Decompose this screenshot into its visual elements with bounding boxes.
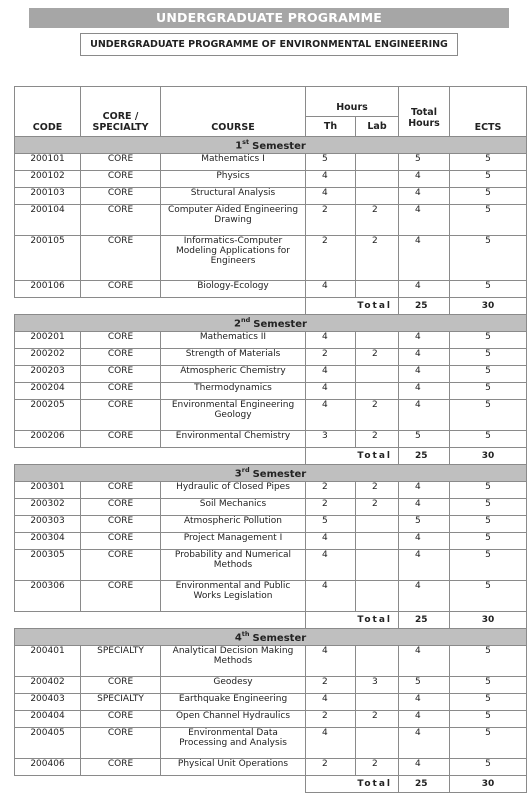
semester-label: Semester [252, 140, 306, 152]
header-hours: Hours [306, 87, 399, 117]
course-code: 200405 [15, 728, 81, 759]
course-name: Soil Mechanics [161, 499, 306, 516]
course-row [15, 431, 527, 448]
course-code: 200406 [15, 759, 81, 776]
header-course: COURSE [161, 87, 306, 137]
course-total-hours: 4 [399, 400, 450, 431]
course-ects: 5 [450, 431, 527, 448]
course-theory-hours: 5 [306, 516, 356, 533]
course-lab-hours [356, 550, 399, 581]
course-type: CORE [81, 728, 161, 759]
semester-ordinal: rd [241, 466, 250, 475]
course-row [15, 581, 527, 612]
course-type: CORE [81, 171, 161, 188]
semester-total-label: Total [306, 612, 399, 629]
course-row [15, 366, 527, 383]
header-th: Th [306, 117, 356, 137]
semester-header [15, 629, 527, 646]
course-type: CORE [81, 236, 161, 281]
course-theory-hours: 4 [306, 728, 356, 759]
course-row [15, 205, 527, 236]
course-lab-hours: 2 [356, 400, 399, 431]
course-lab-hours [356, 383, 399, 400]
course-lab-hours [356, 646, 399, 677]
course-ects: 5 [450, 400, 527, 431]
header-code: CODE [15, 87, 81, 137]
course-name: Computer Aided Engineering Drawing [161, 205, 306, 236]
course-total-hours: 4 [399, 205, 450, 236]
semester-number: 4 [234, 632, 242, 644]
course-name: Atmospheric Pollution [161, 516, 306, 533]
course-theory-hours: 2 [306, 482, 356, 499]
course-code: 200104 [15, 205, 81, 236]
course-theory-hours: 4 [306, 550, 356, 581]
semester-number: 2 [234, 318, 242, 330]
course-name: Physical Unit Operations [161, 759, 306, 776]
course-code: 200401 [15, 646, 81, 677]
semester-total-hours: 25 [399, 612, 450, 629]
course-name: Probability and Numerical Methods [161, 550, 306, 581]
course-code: 200303 [15, 516, 81, 533]
course-ects: 5 [450, 383, 527, 400]
course-total-hours: 4 [399, 533, 450, 550]
course-row [15, 400, 527, 431]
course-type: CORE [81, 711, 161, 728]
course-type: CORE [81, 677, 161, 694]
course-ects: 5 [450, 646, 527, 677]
course-type: CORE [81, 281, 161, 298]
course-name: Environmental Data Processing and Analysis [161, 728, 306, 759]
course-total-hours: 4 [399, 366, 450, 383]
course-code: 200302 [15, 499, 81, 516]
course-row [15, 646, 527, 677]
semester-number: 3 [234, 468, 242, 480]
course-lab-hours [356, 581, 399, 612]
course-type: CORE [81, 499, 161, 516]
course-name: Geodesy [161, 677, 306, 694]
course-theory-hours: 4 [306, 646, 356, 677]
semester-total-row [15, 298, 527, 315]
course-name: Thermodynamics [161, 383, 306, 400]
course-name: Environmental Engineering Geology [161, 400, 306, 431]
curriculum-table [14, 86, 527, 793]
course-lab-hours: 3 [356, 677, 399, 694]
course-code: 200404 [15, 711, 81, 728]
course-lab-hours [356, 332, 399, 349]
course-row [15, 759, 527, 776]
course-name: Mathematics I [161, 154, 306, 171]
header-lab: Lab [356, 117, 399, 137]
course-ects: 5 [450, 728, 527, 759]
course-type: CORE [81, 759, 161, 776]
course-row [15, 677, 527, 694]
total-row-spacer [15, 448, 306, 465]
course-lab-hours: 2 [356, 482, 399, 499]
course-row [15, 188, 527, 205]
course-theory-hours: 5 [306, 154, 356, 171]
course-lab-hours [356, 154, 399, 171]
course-ects: 5 [450, 188, 527, 205]
course-total-hours: 4 [399, 711, 450, 728]
course-lab-hours [356, 171, 399, 188]
course-total-hours: 4 [399, 581, 450, 612]
course-code: 200103 [15, 188, 81, 205]
course-row [15, 332, 527, 349]
course-theory-hours: 4 [306, 694, 356, 711]
course-code: 200206 [15, 431, 81, 448]
course-code: 200205 [15, 400, 81, 431]
course-ects: 5 [450, 711, 527, 728]
course-ects: 5 [450, 332, 527, 349]
semester-total-label: Total [306, 448, 399, 465]
course-code: 200305 [15, 550, 81, 581]
course-name: Informatics-Computer Modeling Applications for Engineers [161, 236, 306, 281]
semester-ordinal: th [241, 630, 250, 639]
course-lab-hours [356, 728, 399, 759]
course-theory-hours: 4 [306, 171, 356, 188]
semester-total-ects: 30 [450, 612, 527, 629]
course-code: 200105 [15, 236, 81, 281]
course-lab-hours: 2 [356, 236, 399, 281]
course-total-hours: 4 [399, 332, 450, 349]
header-core-line1: CORE / [102, 111, 139, 122]
course-ects: 5 [450, 482, 527, 499]
header-core-line2: SPECIALTY [92, 122, 149, 133]
semester-header [15, 137, 527, 154]
course-code: 200304 [15, 533, 81, 550]
course-lab-hours: 2 [356, 349, 399, 366]
course-total-hours: 4 [399, 188, 450, 205]
course-name: Project Management I [161, 533, 306, 550]
course-total-hours: 5 [399, 677, 450, 694]
semester-header-row [15, 465, 527, 482]
course-row [15, 550, 527, 581]
course-code: 200102 [15, 171, 81, 188]
course-name: Analytical Decision Making Methods [161, 646, 306, 677]
course-name: Strength of Materials [161, 349, 306, 366]
course-row [15, 516, 527, 533]
course-lab-hours [356, 694, 399, 711]
course-row [15, 711, 527, 728]
course-name: Atmospheric Chemistry [161, 366, 306, 383]
course-type: CORE [81, 349, 161, 366]
course-type: CORE [81, 533, 161, 550]
course-type: CORE [81, 383, 161, 400]
course-type: SPECIALTY [81, 694, 161, 711]
semester-total-row [15, 448, 527, 465]
course-row [15, 694, 527, 711]
course-code: 200402 [15, 677, 81, 694]
course-type: CORE [81, 581, 161, 612]
semester-label: Semester [253, 318, 307, 330]
course-theory-hours: 2 [306, 499, 356, 516]
total-row-spacer [15, 612, 306, 629]
course-theory-hours: 4 [306, 188, 356, 205]
course-row [15, 349, 527, 366]
curriculum-body [15, 137, 527, 793]
course-lab-hours: 2 [356, 205, 399, 236]
course-name: Hydraulic of Closed Pipes [161, 482, 306, 499]
course-total-hours: 4 [399, 482, 450, 499]
course-lab-hours [356, 516, 399, 533]
course-row [15, 154, 527, 171]
semester-ordinal: st [242, 138, 250, 147]
course-code: 200306 [15, 581, 81, 612]
course-ects: 5 [450, 366, 527, 383]
course-theory-hours: 2 [306, 711, 356, 728]
course-ects: 5 [450, 171, 527, 188]
course-ects: 5 [450, 349, 527, 366]
course-theory-hours: 4 [306, 332, 356, 349]
course-row [15, 383, 527, 400]
semester-label: Semester [252, 468, 307, 480]
course-name: Environmental and Public Works Legislation [161, 581, 306, 612]
semester-total-label: Total [306, 298, 399, 315]
course-type: CORE [81, 154, 161, 171]
semester-total-hours: 25 [399, 448, 450, 465]
course-total-hours: 4 [399, 281, 450, 298]
course-total-hours: 4 [399, 499, 450, 516]
semester-total-ects: 30 [450, 776, 527, 793]
course-row [15, 236, 527, 281]
semester-header [15, 315, 527, 332]
course-code: 200403 [15, 694, 81, 711]
semester-total-row [15, 612, 527, 629]
course-ects: 5 [450, 550, 527, 581]
course-type: CORE [81, 431, 161, 448]
course-ects: 5 [450, 205, 527, 236]
course-total-hours: 4 [399, 236, 450, 281]
course-total-hours: 4 [399, 550, 450, 581]
course-row [15, 533, 527, 550]
semester-header-row [15, 315, 527, 332]
course-code: 200301 [15, 482, 81, 499]
course-theory-hours: 4 [306, 400, 356, 431]
course-theory-hours: 2 [306, 677, 356, 694]
semester-header-row [15, 629, 527, 646]
course-code: 200203 [15, 366, 81, 383]
total-row-spacer [15, 298, 306, 315]
course-theory-hours: 2 [306, 236, 356, 281]
course-lab-hours: 2 [356, 499, 399, 516]
course-row [15, 482, 527, 499]
course-theory-hours: 4 [306, 281, 356, 298]
course-theory-hours: 3 [306, 431, 356, 448]
semester-total-ects: 30 [450, 298, 527, 315]
course-total-hours: 4 [399, 728, 450, 759]
course-name: Earthquake Engineering [161, 694, 306, 711]
course-lab-hours: 2 [356, 711, 399, 728]
semester-total-row [15, 776, 527, 793]
course-type: CORE [81, 366, 161, 383]
header-total-hours [399, 87, 450, 137]
course-ects: 5 [450, 677, 527, 694]
course-total-hours: 4 [399, 646, 450, 677]
course-theory-hours: 4 [306, 533, 356, 550]
course-code: 200204 [15, 383, 81, 400]
course-code: 200201 [15, 332, 81, 349]
semester-total-label: Total [306, 776, 399, 793]
header-ects: ECTS [450, 87, 527, 137]
course-ects: 5 [450, 581, 527, 612]
course-type: CORE [81, 482, 161, 499]
course-total-hours: 5 [399, 431, 450, 448]
course-ects: 5 [450, 533, 527, 550]
semester-header [15, 465, 527, 482]
course-type: CORE [81, 550, 161, 581]
course-name: Environmental Chemistry [161, 431, 306, 448]
header-total-line1: Total [411, 106, 437, 118]
course-lab-hours: 2 [356, 759, 399, 776]
semester-ordinal: nd [241, 316, 251, 325]
course-lab-hours [356, 366, 399, 383]
semester-total-hours: 25 [399, 298, 450, 315]
course-type: CORE [81, 205, 161, 236]
course-type: CORE [81, 188, 161, 205]
programme-banner: UNDERGRADUATE PROGRAMME [29, 8, 509, 28]
semester-label: Semester [252, 632, 307, 644]
course-total-hours: 5 [399, 516, 450, 533]
course-ects: 5 [450, 236, 527, 281]
semester-total-ects: 30 [450, 448, 527, 465]
course-row [15, 171, 527, 188]
course-type: CORE [81, 516, 161, 533]
header-total-line2: Hours [408, 117, 440, 129]
course-ects: 5 [450, 154, 527, 171]
course-theory-hours: 2 [306, 759, 356, 776]
course-name: Biology-Ecology [161, 281, 306, 298]
course-theory-hours: 4 [306, 581, 356, 612]
course-lab-hours [356, 188, 399, 205]
course-ects: 5 [450, 759, 527, 776]
programme-subtitle: UNDERGRADUATE PROGRAMME OF ENVIRONMENTAL ENGINEERING [80, 33, 458, 56]
course-theory-hours: 4 [306, 383, 356, 400]
course-total-hours: 4 [399, 759, 450, 776]
course-total-hours: 4 [399, 349, 450, 366]
course-lab-hours [356, 533, 399, 550]
course-name: Open Channel Hydraulics [161, 711, 306, 728]
course-row [15, 728, 527, 759]
semester-number: 1 [235, 140, 243, 152]
course-type: CORE [81, 332, 161, 349]
course-theory-hours: 2 [306, 349, 356, 366]
course-lab-hours: 2 [356, 431, 399, 448]
total-row-spacer [15, 776, 306, 793]
course-name: Structural Analysis [161, 188, 306, 205]
semester-total-hours: 25 [399, 776, 450, 793]
semester-header-row [15, 137, 527, 154]
course-ects: 5 [450, 499, 527, 516]
course-theory-hours: 4 [306, 366, 356, 383]
course-name: Physics [161, 171, 306, 188]
course-ects: 5 [450, 281, 527, 298]
course-row [15, 499, 527, 516]
course-theory-hours: 2 [306, 205, 356, 236]
course-lab-hours [356, 281, 399, 298]
course-name: Mathematics II [161, 332, 306, 349]
course-type: CORE [81, 400, 161, 431]
course-total-hours: 4 [399, 694, 450, 711]
course-code: 200106 [15, 281, 81, 298]
course-total-hours: 5 [399, 154, 450, 171]
course-total-hours: 4 [399, 171, 450, 188]
course-code: 200202 [15, 349, 81, 366]
course-ects: 5 [450, 516, 527, 533]
course-row [15, 281, 527, 298]
course-code: 200101 [15, 154, 81, 171]
course-type: SPECIALTY [81, 646, 161, 677]
course-ects: 5 [450, 694, 527, 711]
header-core-specialty [81, 87, 161, 137]
course-total-hours: 4 [399, 383, 450, 400]
